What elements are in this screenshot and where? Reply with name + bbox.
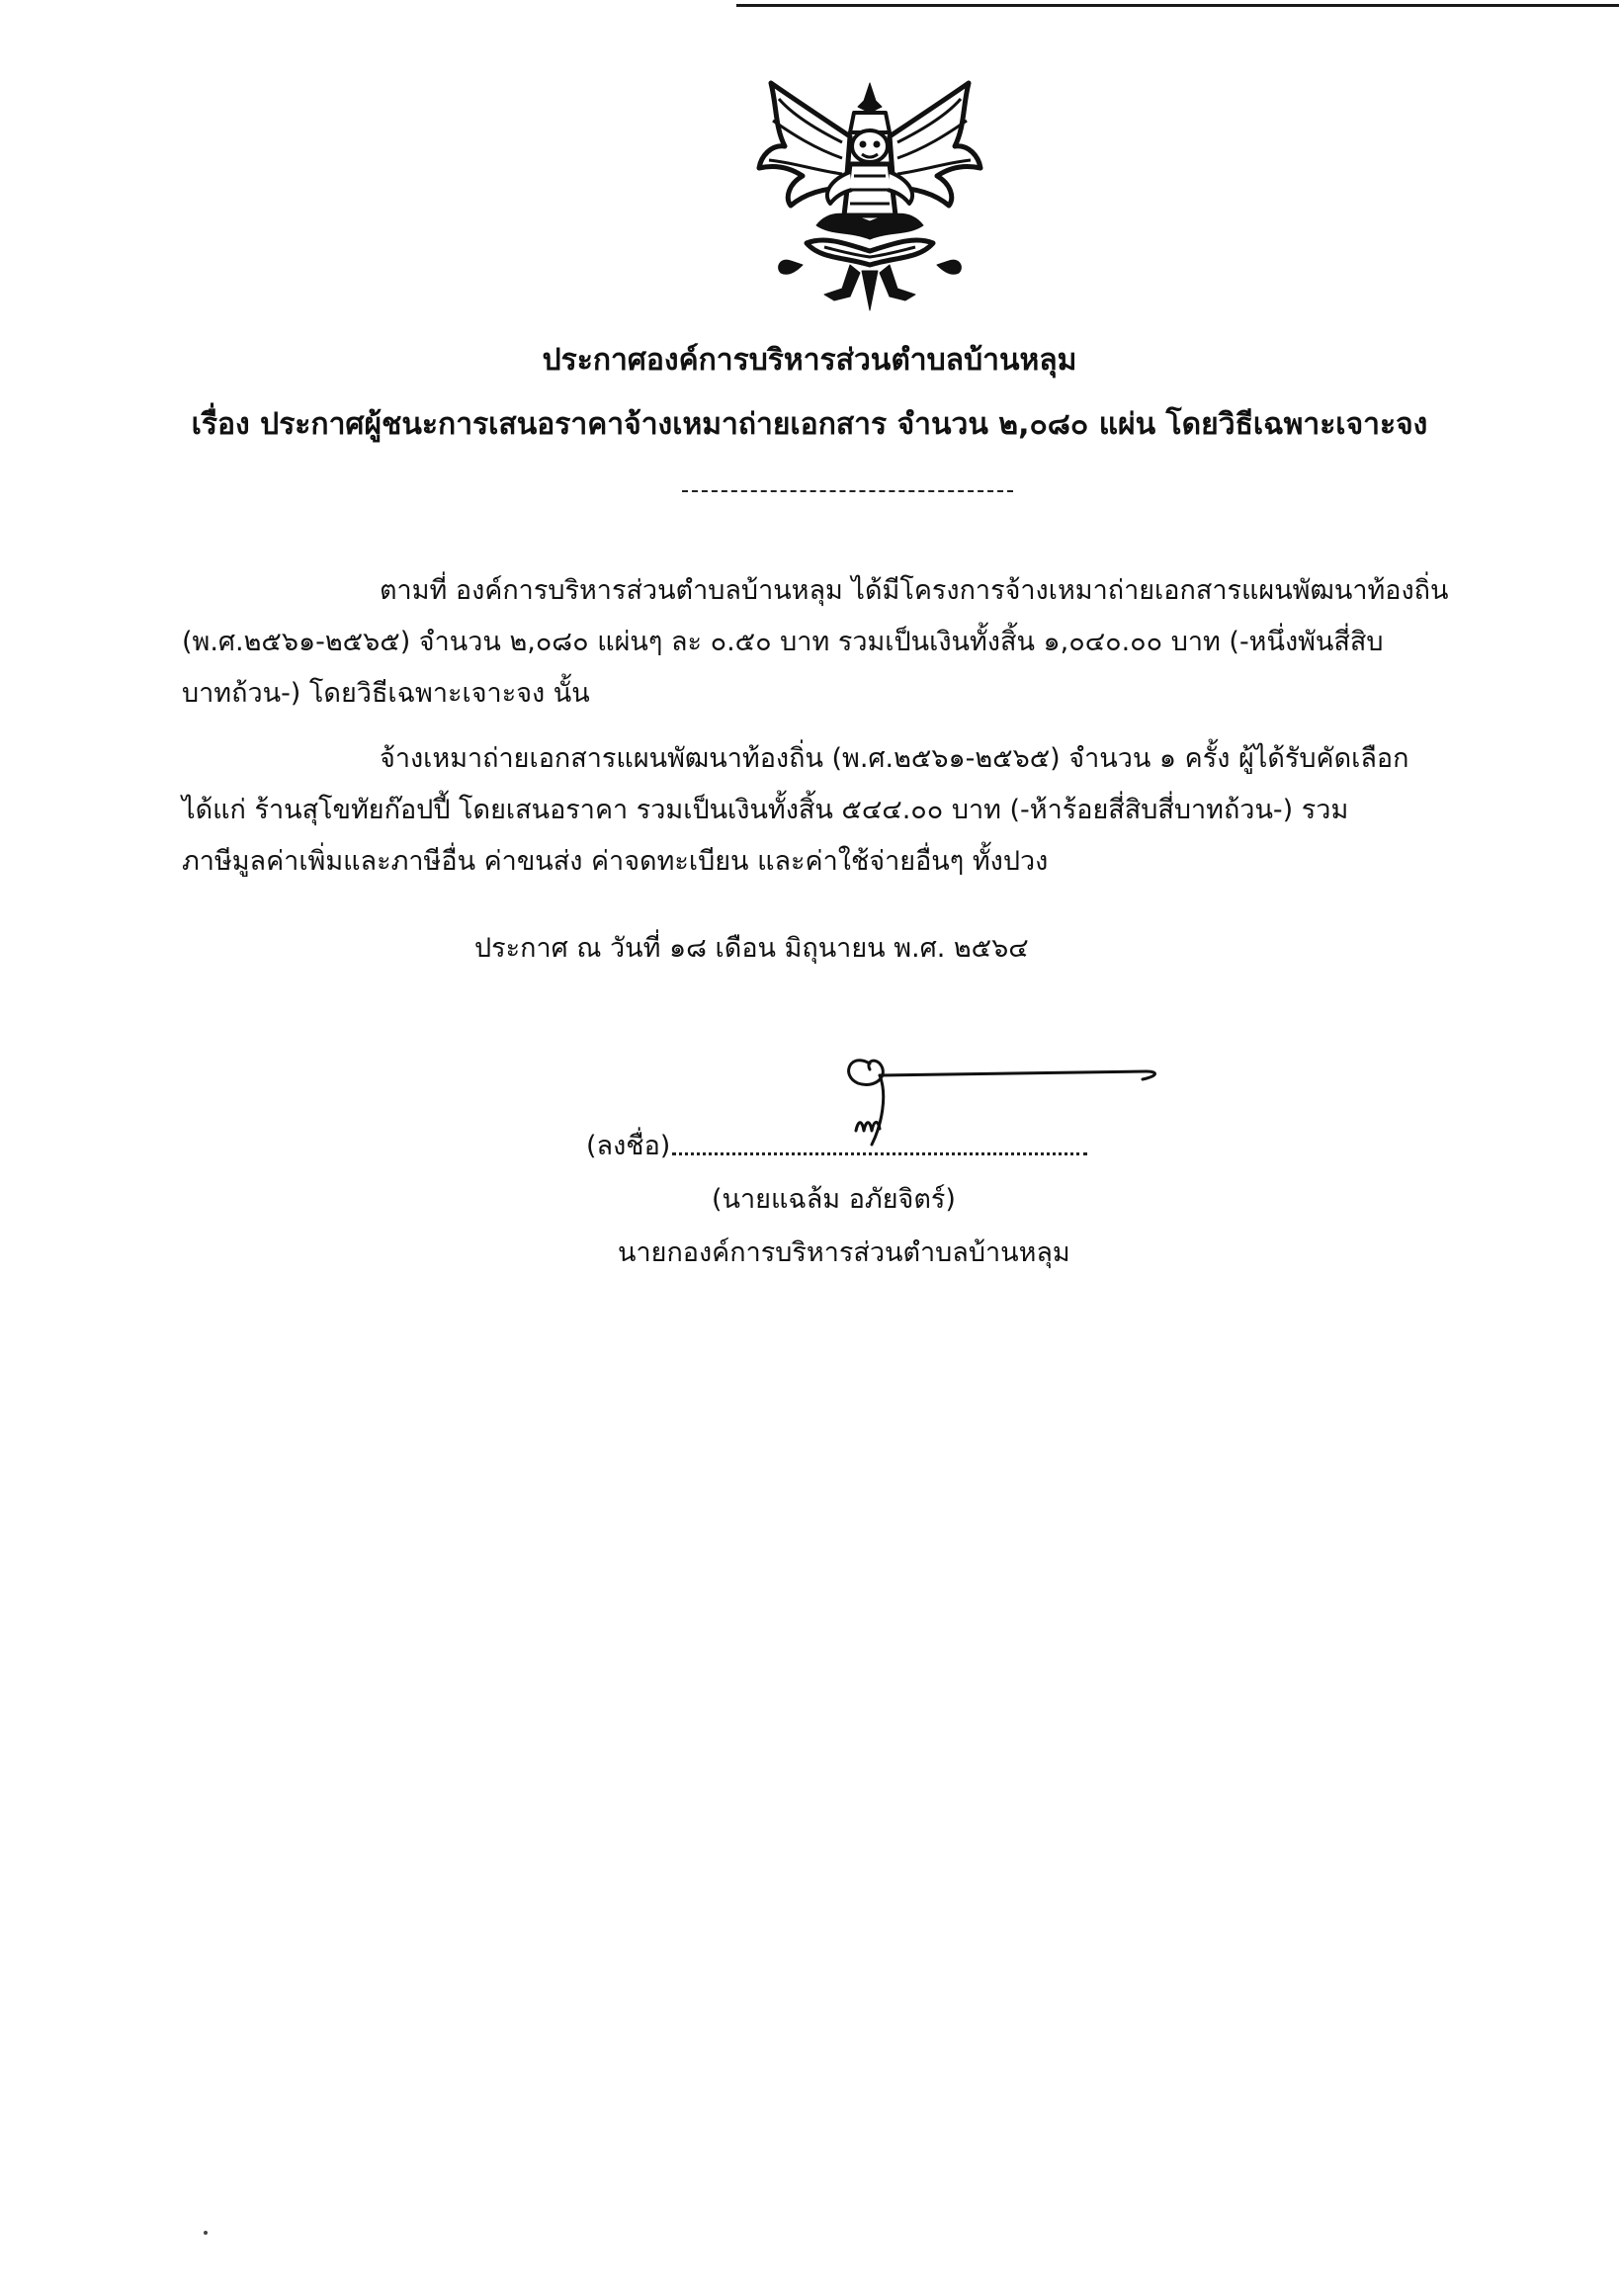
paragraph2-line: ภาษีมูลค่าเพิ่มและภาษีอื่น ค่าขนส่ง ค่าจดทะเบียน และค่าใช้จ่ายอื่นๆ ทั้งปวง: [182, 846, 1049, 877]
paragraph1-line: (พ.ศ.๒๕๖๑-๒๕๖๕) จำนวน ๒,๐๘๐ แผ่นๆ ละ ๐.๕๐ บาท รวมเป็นเงินทั้งสิ้น ๑,๐๔๐.๐๐ บาท (-หนึ่งพันสี่สิบ: [182, 627, 1384, 657]
scan-speck: [204, 2231, 208, 2235]
document-title: ประกาศองค์การบริหารส่วนตำบลบ้านหลุม: [542, 343, 1077, 378]
title-divider: [682, 490, 1013, 492]
document-subject: เรื่อง ประกาศผู้ชนะการเสนอราคาจ้างเหมาถ่ายเอกสาร จำนวน ๒,๐๘๐ แผ่น โดยวิธีเฉพาะเจาะจง: [191, 407, 1428, 442]
handwritten-signature: [810, 1036, 1166, 1154]
paragraph1-line: บาทถ้วน-) โดยวิธีเฉพาะเจาะจง นั้น: [182, 678, 590, 709]
signatory-name: (นายแฉล้ม อภัยจิตร์): [712, 1184, 956, 1215]
paragraph2-line: ได้แก่ ร้านสุโขทัยก๊อปปี้ โดยเสนอราคา รวมเป็นเงินทั้งสิ้น ๕๔๔.๐๐ บาท (-ห้าร้อยสี่สิบสี่บาทถ้วน-) รวม: [182, 795, 1349, 825]
signatory-position: นายกองค์การบริหารส่วนตำบลบ้านหลุม: [618, 1237, 1070, 1268]
signature-dotted-line: [672, 1152, 1087, 1155]
signature-label: (ลงชื่อ): [586, 1131, 671, 1161]
paragraph1-line: ตามที่ องค์การบริหารส่วนตำบลบ้านหลุม ได้มีโครงการจ้างเหมาถ่ายเอกสารแผนพัฒนาท้องถิ่น: [380, 575, 1449, 606]
announcement-date: ประกาศ ณ วันที่ ๑๘ เดือน มิถุนายน พ.ศ. ๒๕๖๔: [474, 933, 1029, 964]
scan-edge-line: [736, 4, 1619, 7]
garuda-emblem-icon: [751, 77, 988, 314]
paragraph2-line: จ้างเหมาถ่ายเอกสารแผนพัฒนาท้องถิ่น (พ.ศ.๒๕๖๑-๒๕๖๕) จำนวน ๑ ครั้ง ผู้ได้รับคัดเลือก: [380, 743, 1409, 774]
